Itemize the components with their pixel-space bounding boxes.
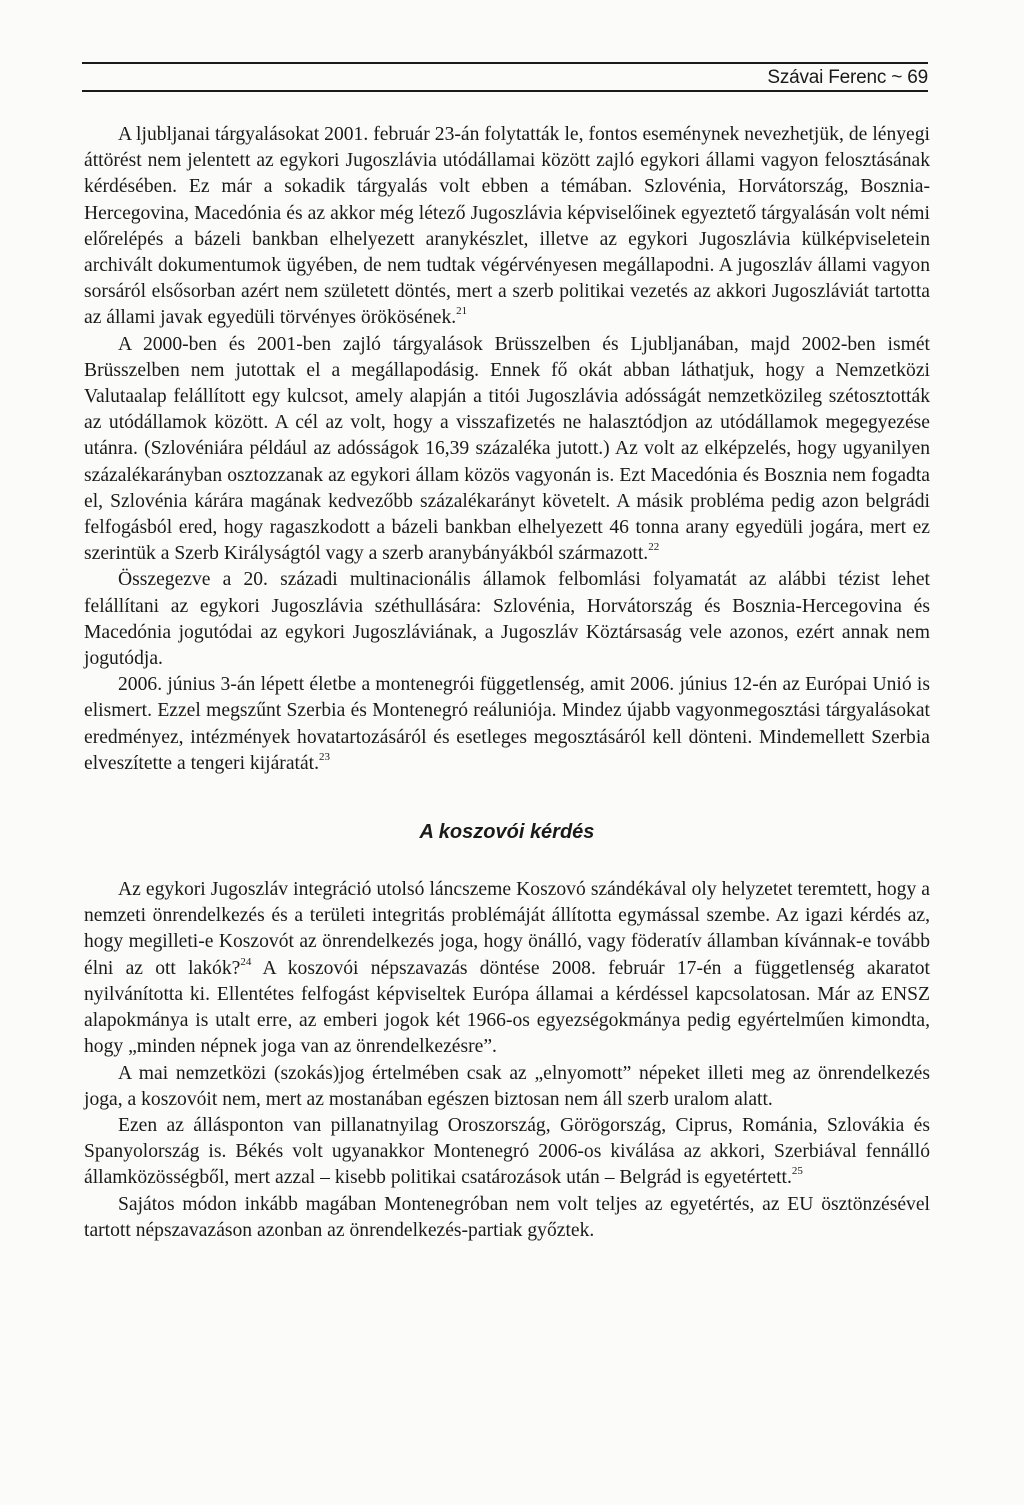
paragraph bbox=[84, 1113, 930, 1192]
paragraph-text: Sajátos módon inkább magában Montenegróban nem volt teljes az egyetértés, az EU ösztönzésével tartott népszavazáson azonban az önrendelkezés-partiak győztek. bbox=[84, 1193, 930, 1241]
paragraph bbox=[84, 332, 930, 568]
paragraph-text: 2006. június 3-án lépett életbe a montenegrói függetlenség, amit 2006. június 12-én az Európai Unió is elismert. Ezzel megszűnt Szerbia és Montenegró reáluniója. Mindez újabb vagyonmegosztási tárgyalásokat eredményez, intézmények hovatartozásáról és esetleges megosztásáról kell dönteni. Mindemellett Szerbia elveszítette a tengeri kijáratát. bbox=[84, 674, 930, 774]
paragraph-text: Ezen az állásponton van pillanatnyilag Oroszország, Görögország, Ciprus, Románia, Szlovákia és Spanyolország is. Békés volt ugyanakkor Montenegró 2006-os kiválása az akkori, Szerbiával fennálló államközösségből, mert azzal – kisebb politikai csatározások után – Belgrád is egyetértett. bbox=[84, 1114, 930, 1189]
paragraph-text: Összegezve a 20. századi multinacionális államok felbomlási folyamatát az alábbi tézist lehet felállítani az egykori Jugoszlávia széthullására: Szlovénia, Horvátország és Bosznia-Hercegovina és Macedónia jogutódai az egykori Jugoszláviának, a Jugoszláv Köztársaság vele azonos, ezért annak nem jogutódja. bbox=[84, 569, 930, 670]
footnote-ref: 21 bbox=[456, 305, 468, 318]
paragraph bbox=[84, 1061, 930, 1113]
section-title: A koszovói kérdés bbox=[419, 821, 595, 844]
footnote-ref: 22 bbox=[648, 541, 660, 554]
paragraph-text: Az egykori Jugoszláv integráció utolsó láncszeme Koszovó szándékával oly helyzetet teremtett, hogy a nemzeti önrendelkezés és a területi integritás problémáját állította egymással szembe. Az igazi kérdés az, hogy megilleti-e Koszovót az önrendelkezés joga, hogy önálló, vagy föderatív államban kívánnak-e tovább élni az ott lakók? bbox=[84, 879, 930, 979]
footnote-ref: 23 bbox=[319, 750, 331, 763]
page-body bbox=[84, 122, 930, 1244]
page-header bbox=[82, 62, 928, 92]
paragraph-text: A 2000-ben és 2001-ben zajló tárgyalások Brüsszelben és Ljubljanában, majd 2002-ben ismét Brüsszelben nem jutottak el a megállapodásig. Ennek fő okát abban láthatjuk, hogy a Nemzetközi Valutaalap felállított egy kulcsot, amely alapján a titói Jugoszlávia adósságát nemzetközileg szétosztották az utódállamok között. A cél az volt, hogy a visszafizetés ne halasztódjon az utódállamok megegyezése utánra. (Szlovéniára például az adósságok 16,39 százaléka jutott.) Az volt az elképzelés, hogy ugyanilyen százalékarányban osztozzanak az egykori állam közös vagyonán is. Ezt Macedónia és Bosznia nem fogadta el, Szlovénia kárára magának kedvezőbb százalékarányt követelt. A másik probléma pedig azon belgrádi felfogásból ered, hogy ragaszkodott a bázeli bankban elhelyezett 46 tonna arany egyedüli jogára, mert ez szerintük a Szerb Királyságtól vagy a szerb aranybányákból származott. bbox=[84, 333, 930, 565]
footnote-ref: 24 bbox=[240, 955, 252, 968]
paragraph bbox=[84, 672, 930, 777]
paragraph-text: A mai nemzetközi (szokás)jog értelmében csak az „elnyomott” népeket illeti meg az önrendelkezés joga, a koszovóit nem, mert az mostanában egészen biztosan nem áll szerb uralom alatt. bbox=[84, 1062, 930, 1110]
paragraph bbox=[84, 122, 930, 332]
paragraph bbox=[84, 1192, 930, 1244]
paragraph bbox=[84, 567, 930, 672]
footnote-ref: 25 bbox=[791, 1165, 803, 1178]
paragraph-text-continued: A koszovói népszavazás döntése 2008. február 17-én a függetlenség akaratot nyilvánította ki. Ellentétes felfogást képviseltek Európa államai a kérdéssel kapcsolatosan. Már az ENSZ alapokmánya is utalt erre, az emberi jogok két 1966-os egyezségokmánya pedig egyértelműen kimondta, hogy „minden népnek joga van az önrendelkezésre”. bbox=[84, 957, 931, 1058]
running-title: Szávai Ferenc ~ 69 bbox=[767, 67, 928, 88]
paragraph bbox=[84, 877, 930, 1060]
paragraph-text: A ljubljanai tárgyalásokat 2001. február 23-án folytatták le, fontos eseménynek nevezhetjük, de lényegi áttörést nem jelentett az egykori Jugoszlávia utódállamai között zajló egykori állami vagyon felosztásának kérdésében. Ez már a sokadik tárgyalás volt ebben a témában. Szlovénia, Horvátország, Bosznia-Hercegovina, Macedónia és az akkor még létező Jugoszlávia képviselőinek egyeztető tárgyalásán volt némi előrelépés a bázeli bankban elhelyezett aranykészlet, illetve az egykori Jugoszlávia külképviseletein archivált dokumentumok ügyében, de nem tudtak végérvényesen megállapodni. A jugoszláv állami vagyon sorsáról elsősorban azért nem született döntés, mert a szerb politikai vezetés az akkori Jugoszláviát tartotta az állami javak egyedüli törvényes örökösének. bbox=[84, 124, 930, 329]
